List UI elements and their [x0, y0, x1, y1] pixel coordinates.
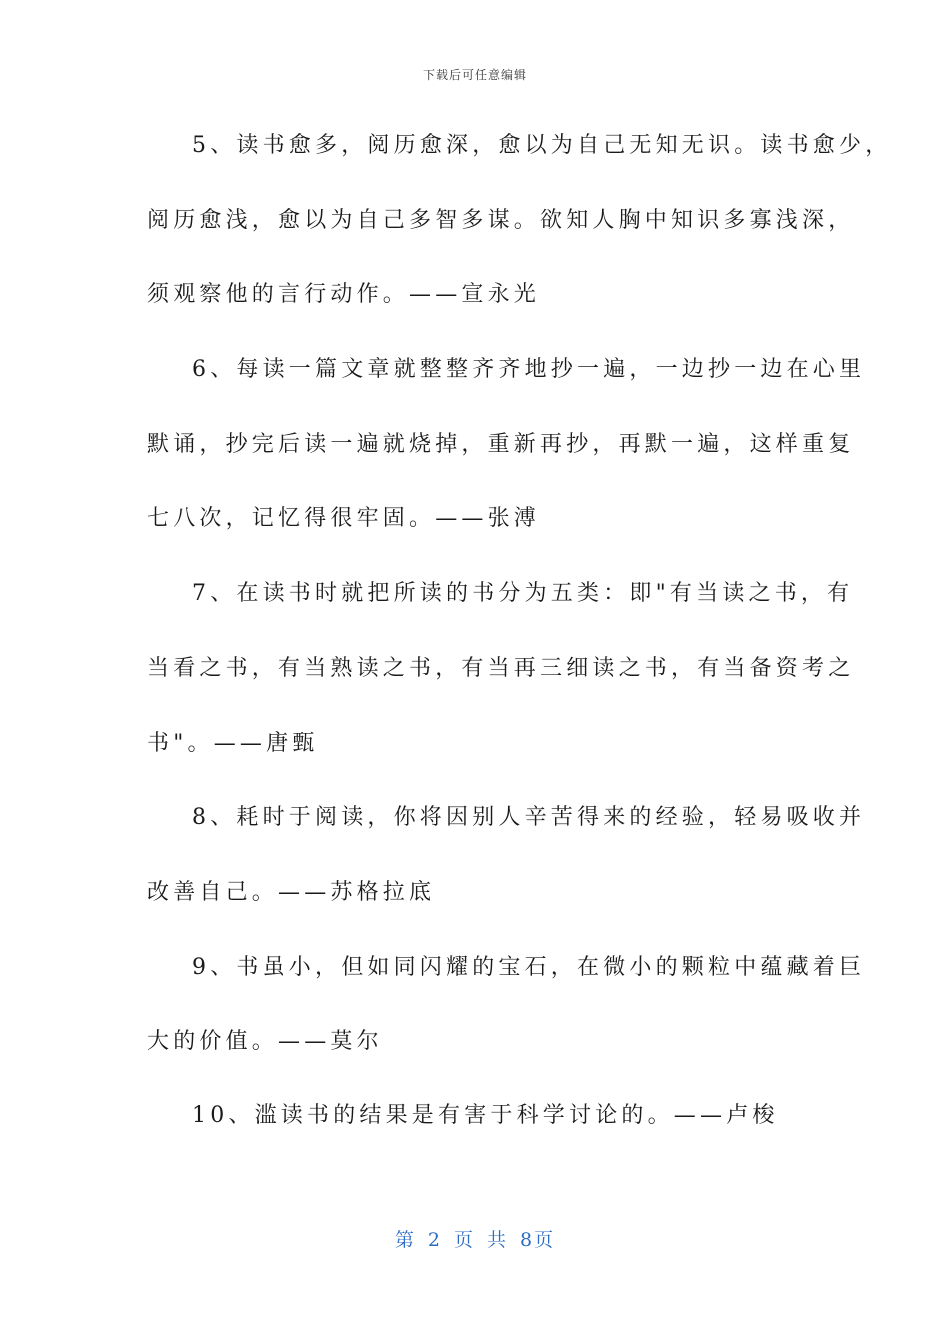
- paragraph-6-line-3: 七八次，记忆得很牢固。——张溥: [147, 506, 541, 531]
- paragraph-7-line-1: 7、在读书时就把所读的书分为五类：即"有当读之书，有: [192, 581, 854, 606]
- paragraph-5-line-2: 阅历愈浅，愈以为自己多智多谋。欲知人胸中知识多寡浅深，: [147, 208, 855, 233]
- paragraph-10-line-1: 10、滥读书的结果是有害于科学讨论的。——卢梭: [192, 1103, 779, 1128]
- page-header-note: 下载后可任意编辑: [422, 68, 527, 82]
- page-label-prefix: 第: [394, 1229, 416, 1251]
- paragraph-8-line-2: 改善自己。——苏格拉底: [147, 880, 436, 905]
- page-label-total: 共: [487, 1229, 509, 1251]
- paragraph-9-line-2: 大的价值。——莫尔: [147, 1029, 383, 1054]
- paragraph-5-line-1: 5、读书愈多，阅历愈深，愈以为自己无知无识。读书愈少，: [192, 133, 892, 158]
- page-label-page: 页: [453, 1229, 475, 1251]
- total-pages: 8页: [520, 1229, 556, 1251]
- paragraph-6-line-1: 6、每读一篇文章就整整齐齐地抄一遍，一边抄一边在心里: [192, 357, 866, 382]
- paragraph-7-line-3: 书"。——唐甄: [147, 731, 319, 756]
- paragraph-6-line-2: 默诵，抄完后读一遍就烧掉，重新再抄，再默一遍，这样重复: [147, 432, 855, 457]
- paragraph-7-line-2: 当看之书，有当熟读之书，有当再三细读之书，有当备资考之: [147, 656, 855, 681]
- paragraph-8-line-1: 8、耗时于阅读，你将因别人辛苦得来的经验，轻易吸收并: [192, 805, 866, 830]
- page-number-footer: [0, 1225, 950, 1252]
- paragraph-5-line-3: 须观察他的言行动作。——宣永光: [147, 282, 541, 307]
- paragraph-9-line-1: 9、书虽小，但如同闪耀的宝石，在微小的颗粒中蕴藏着巨: [192, 955, 866, 980]
- current-page-number: 2: [427, 1229, 442, 1251]
